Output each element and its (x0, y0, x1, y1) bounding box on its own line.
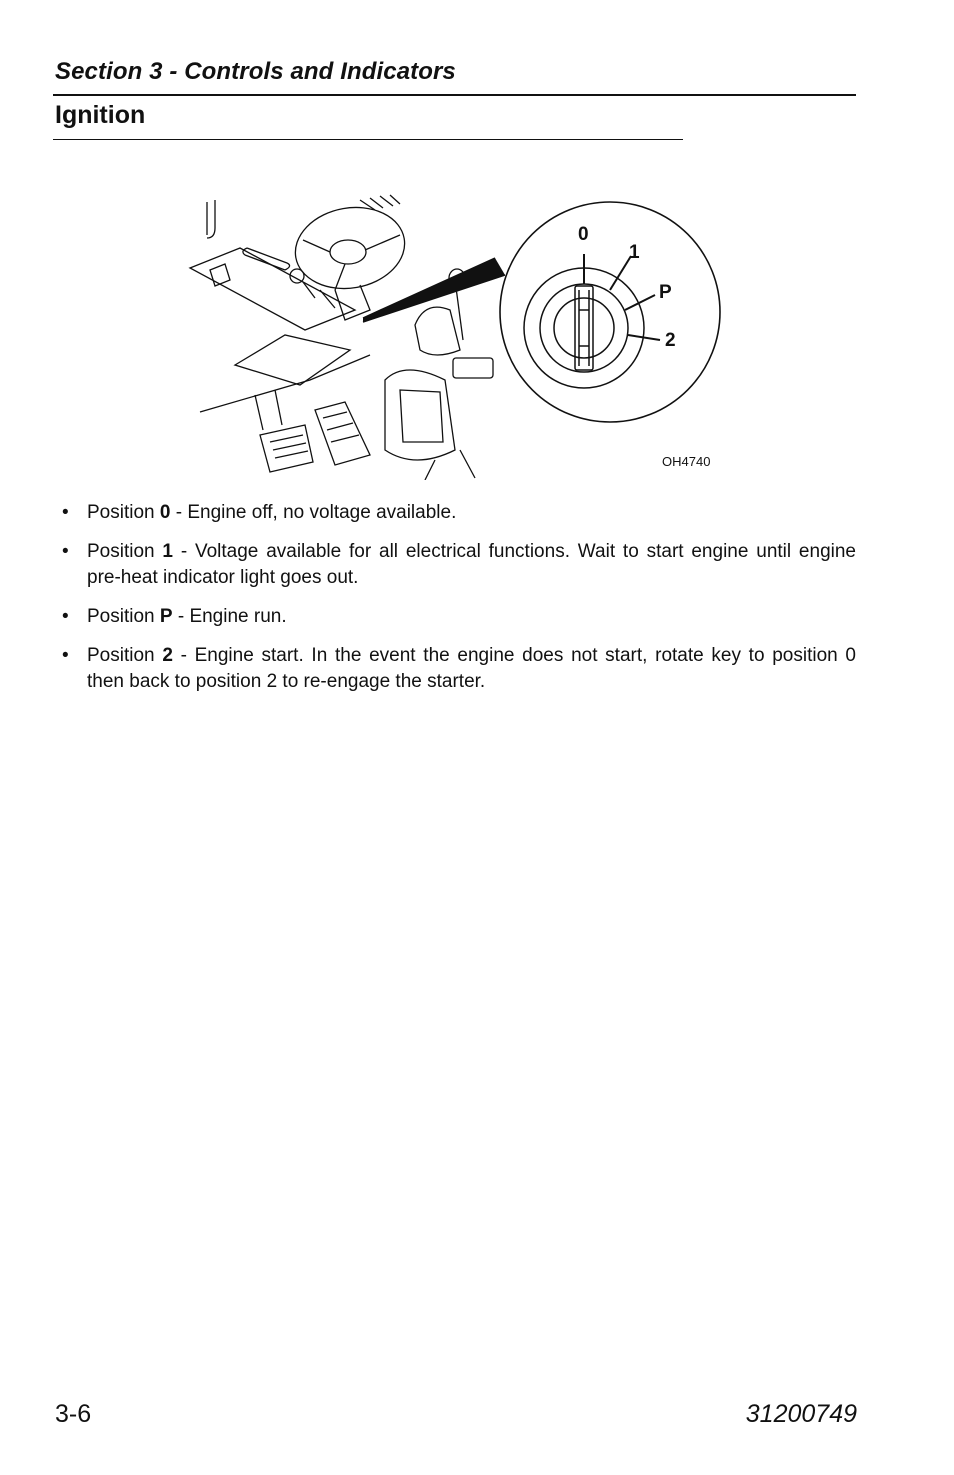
list-item: • Position P - Engine run. (62, 604, 856, 630)
position-1-label: 1 (629, 242, 640, 263)
page-title: Ignition (55, 101, 146, 129)
title-rule (53, 139, 683, 140)
cab-illustration (185, 180, 730, 480)
figure-code: OH4740 (662, 454, 711, 469)
header-rule (53, 94, 856, 96)
list-item: • Position 0 - Engine off, no voltage available. (62, 500, 856, 526)
list-item: • Position 1 - Voltage available for all electrical functions. Wait to start engine until engine pre-heat indicator light goes out. (62, 539, 856, 591)
page-number: 3-6 (55, 1400, 92, 1428)
position-p-label: P (659, 282, 672, 303)
list-item: • Position 2 - Engine start. In the event the engine does not start, rotate key to position 0 then back to position 2 to re-engage the starter. (62, 643, 856, 695)
position-0-label: 0 (578, 224, 589, 245)
document-number: 31200749 (745, 1400, 857, 1428)
section-header: Section 3 - Controls and Indicators (55, 58, 456, 85)
position-list (62, 500, 856, 708)
ignition-figure (185, 180, 730, 480)
position-2-label: 2 (665, 330, 676, 351)
